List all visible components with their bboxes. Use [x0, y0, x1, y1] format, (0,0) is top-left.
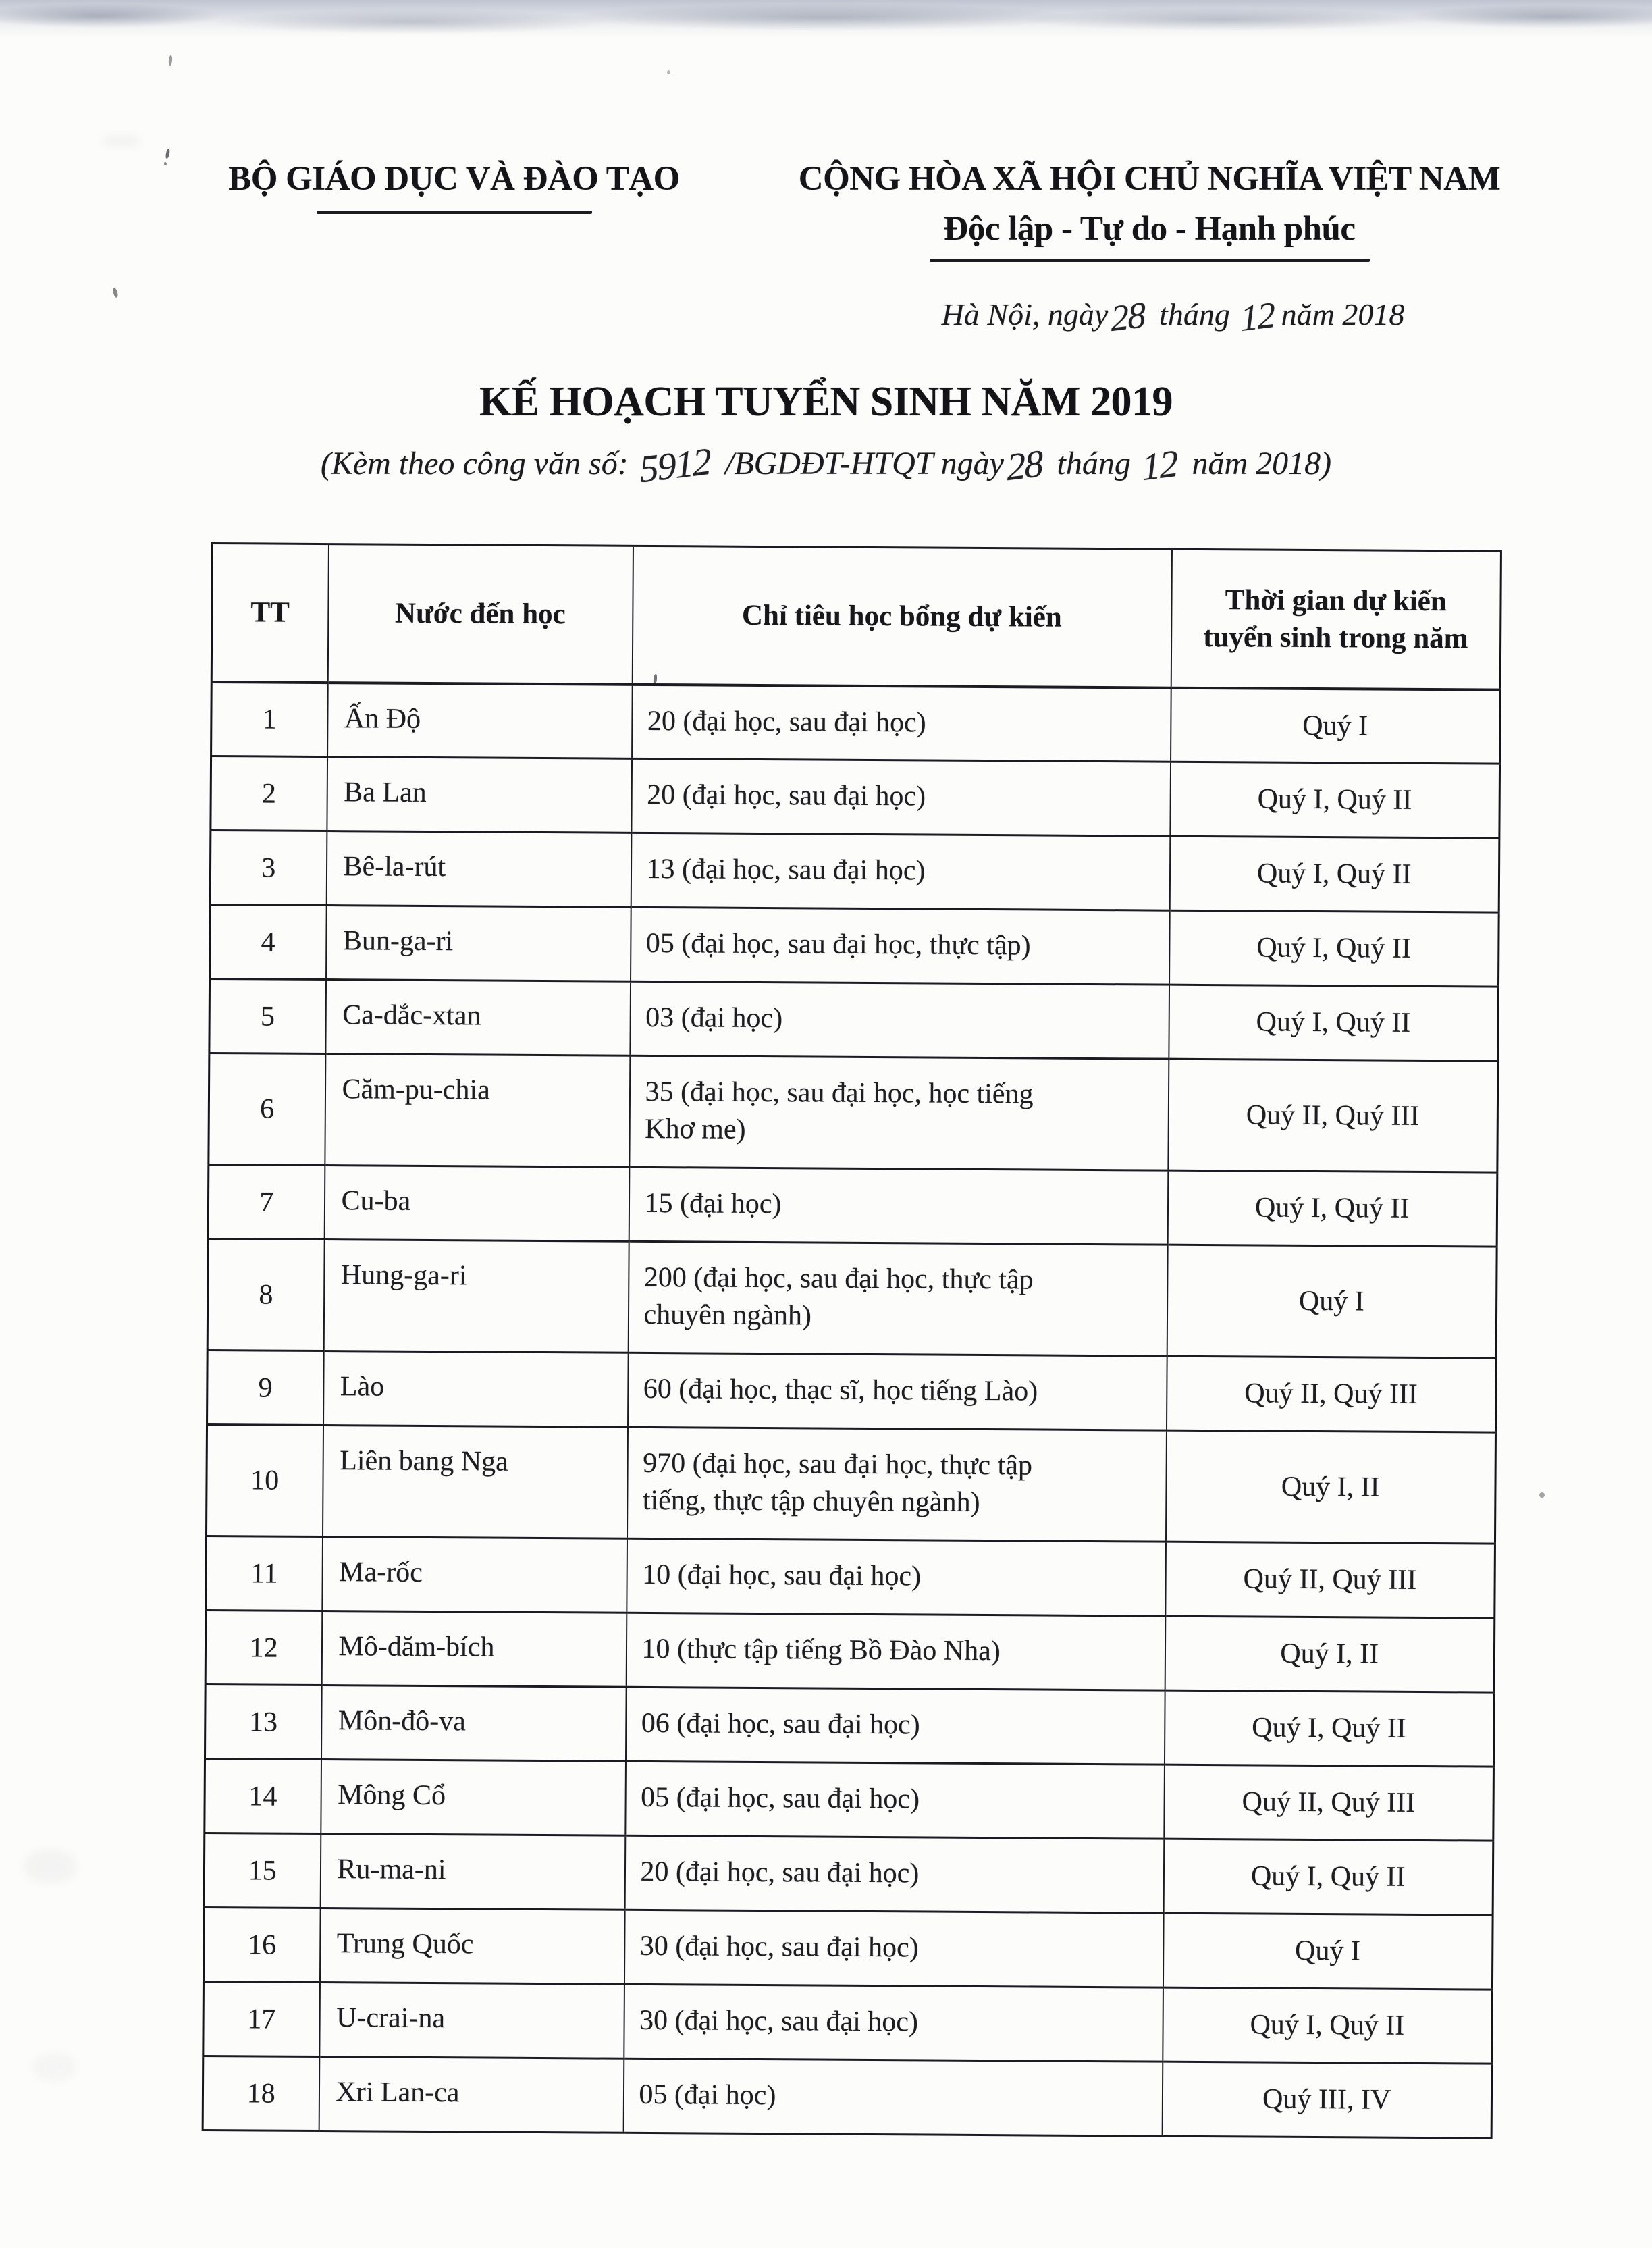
cell-quota: 200 (đại học, sau đại học, thực tập chuyên ngành): [628, 1241, 1167, 1356]
document-title: KẾ HOẠCH TUYỂN SINH NĂM 2019: [479, 379, 1173, 425]
cell-time: Quý I, Quý II: [1169, 985, 1499, 1061]
table-row: [211, 682, 1501, 764]
cell-time: Quý I, II: [1165, 1616, 1495, 1692]
cell-quota: 03 (đại học): [630, 981, 1169, 1059]
table-row: [210, 904, 1499, 987]
subtitle-post: năm 2018): [1192, 446, 1332, 481]
cell-tt: 17: [203, 1981, 320, 2056]
cell-country: Mông Cổ: [321, 1760, 626, 1836]
table-row: [205, 1684, 1494, 1767]
table-row: [207, 1238, 1497, 1358]
national-header-block: [783, 159, 1516, 340]
cell-time: Quý I: [1163, 1913, 1493, 1989]
subtitle-thang: tháng: [1057, 446, 1131, 481]
cell-quota: 10 (đại học, sau đại học): [627, 1538, 1166, 1616]
subtitle-pre: (Kèm theo công văn số:: [320, 446, 629, 481]
scan-speck: [164, 162, 167, 165]
scan-speck: [168, 55, 173, 66]
cell-country: Ma-rốc: [322, 1537, 627, 1613]
cell-tt: 18: [203, 2056, 319, 2131]
date-line: [783, 292, 1516, 340]
scan-edge-artifact: [0, 0, 1652, 38]
cell-tt: 9: [207, 1350, 324, 1425]
cell-tt: 12: [205, 1610, 322, 1685]
dateline-place: Hà Nội, ngày: [941, 297, 1109, 332]
national-motto: Độc lập - Tự do - Hạnh phúc: [943, 210, 1356, 248]
scan-smudge: [32, 2053, 77, 2081]
scan-speck: [1539, 1492, 1545, 1498]
cell-time: Quý II, Quý III: [1165, 1542, 1495, 1618]
cell-country: Hung-ga-ri: [323, 1240, 629, 1353]
cell-time: Quý I, Quý II: [1167, 1170, 1497, 1247]
cell-tt: 8: [207, 1238, 324, 1351]
table-row: [203, 1981, 1493, 2064]
document-subtitle: [0, 440, 1652, 492]
cell-time: Quý I, Quý II: [1163, 1987, 1493, 2064]
cell-country: Bun-ga-ri: [326, 906, 631, 982]
cell-country: U-crai-na: [319, 1983, 624, 2059]
cell-country: Môn-đô-va: [321, 1685, 626, 1762]
cell-country: Liên bang Nga: [323, 1426, 628, 1539]
cell-country: Ấn Độ: [327, 683, 633, 759]
table-row: [203, 1907, 1493, 1989]
table-row: [206, 1536, 1495, 1618]
cell-quota: 20 (đại học, sau đại học): [632, 684, 1171, 762]
cell-country: Ba Lan: [327, 757, 632, 833]
cell-time: Quý I, Quý II: [1169, 910, 1499, 987]
col-header-quota: Chỉ tiêu học bổng dự kiến: [632, 546, 1171, 687]
scan-speck: [112, 287, 118, 298]
dateline-nam: năm 2018: [1281, 297, 1405, 332]
handwritten-day: 28: [1005, 442, 1043, 490]
cell-time: Quý II, Quý III: [1168, 1059, 1498, 1172]
cell-tt: 10: [207, 1424, 323, 1536]
handwritten-month: 12: [1239, 294, 1275, 340]
cell-country: Ru-ma-ni: [320, 1834, 625, 1910]
col-header-time: Thời gian dự kiến tuyển sinh trong năm: [1171, 549, 1501, 689]
cell-tt: 15: [204, 1833, 321, 1908]
table-row: [207, 1424, 1496, 1544]
cell-time: Quý II, Quý III: [1164, 1765, 1494, 1841]
table-row: [205, 1610, 1495, 1692]
cell-time: Quý I, Quý II: [1164, 1690, 1494, 1767]
cell-tt: 6: [209, 1053, 325, 1165]
cell-time: Quý I: [1171, 687, 1501, 764]
cell-quota: 13 (đại học, sau đại học): [631, 833, 1170, 910]
col-header-tt: TT: [211, 544, 328, 683]
cell-quota: 10 (thực tập tiếng Bồ Đào Nha): [626, 1613, 1165, 1690]
cell-tt: 4: [210, 904, 327, 979]
cell-time: Quý I, Quý II: [1169, 836, 1499, 912]
issuing-agency-block: [206, 159, 702, 214]
subtitle-mid: /BGDĐT-HTQT ngày: [724, 446, 1004, 481]
cell-tt: 14: [205, 1758, 321, 1833]
cell-time: Quý III, IV: [1162, 2062, 1492, 2138]
scan-speck: [165, 149, 170, 159]
table-row: [209, 978, 1499, 1061]
cell-quota: 05 (đại học, sau đại học): [625, 1761, 1165, 1839]
agency-name: BỘ GIÁO DỤC VÀ ĐÀO TẠO: [228, 160, 680, 198]
scan-speck: [667, 70, 670, 74]
cell-tt: 7: [208, 1164, 325, 1239]
cell-country: Mô-dăm-bích: [321, 1611, 627, 1688]
table-row: [211, 756, 1500, 839]
cell-time: Quý II, Quý III: [1166, 1356, 1496, 1432]
table-row: [204, 1833, 1493, 1915]
cell-quota: 30 (đại học, sau đại học): [624, 1984, 1163, 2062]
scan-smudge: [23, 1849, 77, 1884]
cell-country: Cu-ba: [324, 1166, 629, 1242]
cell-quota: 20 (đại học, sau đại học): [624, 1835, 1164, 1913]
handwritten-month: 12: [1140, 442, 1178, 490]
dateline-thang: tháng: [1159, 297, 1230, 332]
cell-country: Trung Quốc: [319, 1908, 624, 1985]
cell-time: Quý I, Quý II: [1170, 762, 1500, 838]
handwritten-doc-number: 5912: [638, 440, 712, 492]
table-row: [203, 2056, 1492, 2138]
cell-tt: 5: [209, 978, 326, 1053]
cell-quota: 30 (đại học, sau đại học): [624, 1910, 1163, 1987]
agency-underline: [317, 211, 592, 214]
table-row: [210, 831, 1499, 913]
cell-quota: 15 (đại học): [629, 1167, 1168, 1245]
cell-quota: 60 (đại học, thạc sĩ, học tiếng Lào): [628, 1353, 1167, 1430]
republic-title: CỘNG HÒA XÃ HỘI CHỦ NGHĨA VIỆT NAM: [798, 160, 1501, 198]
cell-time: Quý I: [1167, 1245, 1497, 1358]
cell-tt: 3: [210, 831, 327, 906]
cell-quota: 970 (đại học, sau đại học, thực tập tiếng, thực tập chuyên ngành): [627, 1427, 1166, 1542]
cell-quota: 35 (đại học, sau đại học, học tiếng Khơ me): [629, 1055, 1169, 1170]
cell-country: Căm-pu-chia: [325, 1054, 630, 1168]
cell-tt: 11: [206, 1536, 323, 1611]
col-header-country: Nước đến học: [327, 544, 633, 685]
cell-tt: 1: [211, 682, 328, 757]
scan-smudge: [101, 135, 142, 147]
cell-time: Quý I, II: [1165, 1430, 1495, 1544]
table-row: [205, 1758, 1494, 1841]
table-row: [207, 1350, 1497, 1432]
table-row: [209, 1053, 1498, 1172]
cell-tt: 13: [205, 1684, 321, 1759]
table-header-row: [211, 544, 1501, 690]
motto-underline: [930, 259, 1370, 262]
cell-quota: 05 (đại học): [623, 2058, 1163, 2136]
cell-country: Xri Lan-ca: [319, 2057, 624, 2133]
handwritten-day: 28: [1109, 294, 1146, 340]
cell-quota: 05 (đại học, sau đại học, thực tập): [631, 907, 1170, 985]
enrollment-plan-table: [202, 542, 1502, 2139]
cell-country: Lào: [323, 1351, 629, 1428]
table-row: [208, 1164, 1497, 1247]
cell-time: Quý I, Quý II: [1163, 1839, 1493, 1915]
cell-country: Bê-la-rút: [326, 831, 631, 908]
cell-tt: 16: [203, 1907, 320, 1982]
cell-quota: 20 (đại học, sau đại học): [631, 758, 1171, 836]
cell-quota: 06 (đại học, sau đại học): [625, 1687, 1165, 1765]
cell-country: Ca-dắc-xtan: [325, 980, 631, 1056]
cell-tt: 2: [211, 756, 327, 831]
